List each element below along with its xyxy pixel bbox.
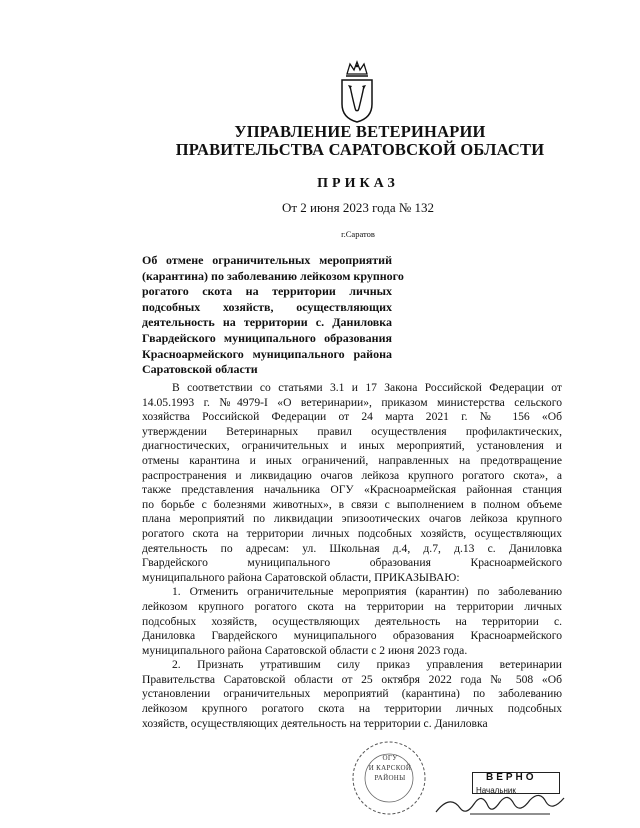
body-line: рогатого скота на территории личных подсобных хозяйств, осуществляющих (142, 526, 562, 540)
body-line: В соответствии со статьями 3.1 и 17 Закона Российской Федерации от (172, 381, 562, 394)
stamp-title: ВЕРНО (486, 772, 537, 783)
document-city: г.Саратов (341, 229, 375, 239)
body-line: Правительства Саратовской области от 25 октября 2022 года № 508 «Об (142, 672, 562, 686)
body-line: деятельность по адресам: ул. Школьная д.4, д.7, д.13 с. Даниловка (142, 541, 562, 555)
subject-line: Об отмене ограничительных мероприятий (142, 253, 392, 267)
document-date-number: От 2 июня 2023 года № 132 (281, 200, 435, 215)
subject-line: подсобных хозяйств, осуществляющих (142, 299, 392, 314)
body-line: по борьбе с болезнями животных», в связи с выполнением в полном объеме (142, 497, 562, 511)
order-body (142, 381, 562, 731)
subject-line: Красноармейского муниципального района (142, 346, 392, 361)
body-line: подсобных хозяйств, осуществляющих деятельность на территории с. (142, 614, 562, 628)
seal-text-line: РАЙОНЫ (374, 774, 406, 782)
body-line: лейкозом крупного рогатого скота на территории личных подсобных (142, 702, 562, 716)
seal-text-line: И КАРСКОЙ (368, 764, 412, 772)
body-line: также представления начальника ОГУ «Красноармейская районная станция (142, 483, 562, 497)
body-line: установлении ограничительных мероприятий (карантина) по заболеванию (142, 687, 562, 701)
subject-line: Саратовской области (142, 362, 258, 377)
body-line: отмены карантина и иных ограничений, направленных на предотвращение (142, 453, 562, 467)
body-line: Даниловка Гвардейского муниципального образования Красноармейского (142, 629, 562, 643)
body-line: диагностических, ограничительных и иных мероприятий, установления и (142, 439, 562, 453)
saratov-coat-of-arms-icon (333, 60, 381, 124)
stamp-role: Начальник (476, 786, 516, 795)
body-line: распространения и ликвидацию очагов лейкоза крупного рогатого скота», а (142, 468, 562, 482)
body-line: плана мероприятий по ликвидации эпизоотических очагов лейкоза крупного (142, 512, 562, 526)
subject-line: (карантина) по заболеванию лейкозом крупного (142, 268, 404, 283)
body-line: утверждении Ветеринарных правил осуществления профилактических, (142, 424, 562, 438)
body-line: муниципального района Саратовской области с 2 июня 2023 года. (142, 643, 468, 657)
body-line: Гвардейского муниципального образования Красноармейского (142, 556, 562, 570)
body-line: хозяйств, осуществляющих деятельность на территории с. Даниловка (142, 716, 488, 730)
body-line: муниципального района Саратовской области, ПРИКАЗЫВАЮ: (142, 570, 460, 584)
body-line: 14.05.1993 г. №4979-I «О ветеринарии», приказом министерства сельского (142, 395, 562, 409)
subject-line: Гвардейского муниципального образования (142, 330, 392, 345)
subject-line: рогатого скота на территории личных (142, 284, 392, 299)
body-line: 2. Признать утратившим силу приказ управления ветеринарии (172, 658, 562, 672)
handwritten-signature-icon (430, 784, 580, 820)
body-line: хозяйства Российской Федерации от 24 марта 2021 г. № 156 «Об (142, 410, 562, 424)
body-line: 1. Отменить ограничительные мероприятия (карантин) по заболеванию (172, 585, 562, 599)
agency-name-line2: ПРАВИТЕЛЬСТВА САРАТОВСКОЙ ОБЛАСТИ (175, 140, 545, 159)
seal-text-line: ОГУ (382, 754, 398, 762)
agency-name-line1: УПРАВЛЕНИЕ ВЕТЕРИНАРИИ (234, 122, 486, 141)
document-type: ПРИКАЗ (317, 176, 399, 191)
subject-line: деятельность на территории с. Даниловка (142, 315, 392, 330)
body-line: лейкозом крупного рогатого скота на территории на территории личных (142, 599, 562, 613)
order-subject (142, 253, 404, 378)
